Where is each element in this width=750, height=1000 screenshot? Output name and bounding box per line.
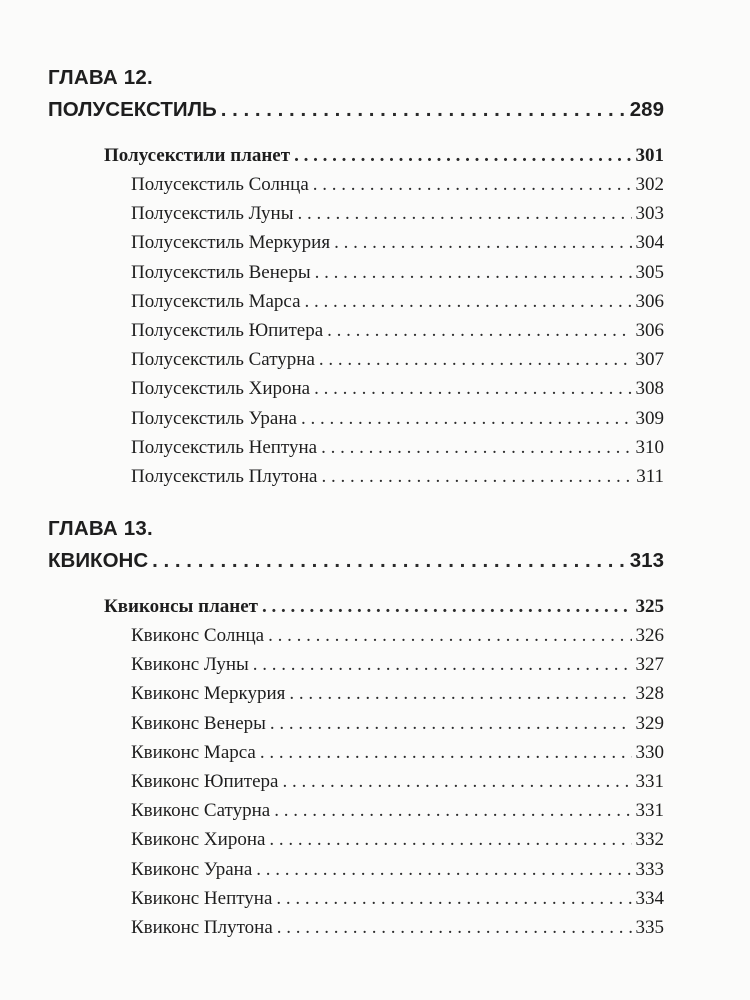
toc-entry [48, 825, 664, 854]
toc-entry [48, 170, 664, 199]
section-title: Полусекстили планет [104, 145, 291, 166]
entry-title: Квиконс Плутона [131, 916, 273, 938]
toc-entry [48, 767, 664, 796]
dot-leader [289, 679, 631, 708]
entry-title: Полусекстиль Луны [131, 203, 294, 225]
dot-leader [221, 93, 626, 127]
entry-title: Полусекстиль Меркурия [131, 232, 331, 254]
dot-leader [319, 345, 632, 374]
dot-leader [301, 404, 632, 433]
dot-leader [277, 913, 632, 942]
entry-page-number: 333 [635, 858, 664, 880]
toc-entry [48, 650, 664, 679]
entry-title: Квиконс Сатурна [131, 800, 271, 822]
toc-entry [48, 316, 664, 345]
entry-title: Квиконс Хирона [131, 829, 266, 851]
entry-page-number: 305 [635, 261, 664, 283]
toc-entry [48, 855, 664, 884]
section [48, 141, 664, 491]
section-page-number: 325 [635, 596, 664, 618]
entry-title: Квиконс Урана [131, 858, 253, 880]
entry-title: Полусекстиль Хирона [131, 378, 311, 400]
section [48, 592, 664, 942]
entry-page-number: 326 [635, 625, 664, 647]
toc-entry [48, 913, 664, 942]
dot-leader [253, 650, 632, 679]
dot-leader [268, 621, 631, 650]
entry-page-number: 329 [635, 712, 664, 734]
entry-title: Квиконс Венеры [131, 712, 266, 734]
chapter-label: ГЛАВА 12. [48, 66, 153, 89]
entry-title: Полусекстиль Плутона [131, 465, 318, 487]
entry-page-number: 306 [635, 319, 664, 341]
section-heading-row [48, 592, 664, 621]
entry-title: Полусекстиль Солнца [131, 174, 309, 195]
table-of-contents [48, 62, 664, 964]
entry-page-number: 328 [635, 683, 664, 705]
toc-entry [48, 404, 664, 433]
entry-page-number: 331 [635, 771, 664, 792]
entry-page-number: 308 [635, 378, 664, 400]
entry-page-number: 311 [636, 465, 664, 487]
dot-leader [260, 738, 632, 767]
toc-entry [48, 462, 664, 491]
entry-page-number: 309 [635, 407, 664, 429]
entry-page-number: 330 [635, 741, 664, 763]
entry-page-number: 306 [635, 290, 664, 312]
chapter-title: ПОЛУСЕКСТИЛЬ [48, 98, 217, 121]
chapter-label: ГЛАВА 13. [48, 517, 153, 541]
section-title: Квиконсы планет [104, 596, 258, 618]
entry-title: Полусекстиль Сатурна [131, 349, 315, 371]
dot-leader [321, 462, 632, 491]
entry-page-number: 331 [635, 800, 664, 822]
entry-title: Квиконс Меркурия [131, 683, 286, 705]
dot-leader [313, 170, 632, 199]
toc-entry [48, 287, 664, 316]
entry-page-number: 327 [635, 654, 664, 676]
toc-entry [48, 884, 664, 913]
toc-entry [48, 621, 664, 650]
dot-leader [270, 709, 632, 738]
dot-leader [262, 592, 632, 621]
toc-entry [48, 345, 664, 374]
dot-leader [334, 228, 631, 257]
toc-entry [48, 433, 664, 462]
dot-leader [321, 433, 631, 462]
chapter-title-row [48, 93, 664, 127]
toc-entry [48, 258, 664, 287]
dot-leader [305, 287, 632, 316]
entry-page-number: 335 [635, 916, 664, 938]
dot-leader [276, 884, 631, 913]
toc-entry [48, 228, 664, 257]
entry-title: Полусекстиль Юпитера [131, 319, 324, 341]
toc-entry [48, 679, 664, 708]
chapter-title-row [48, 544, 664, 578]
entry-page-number: 307 [635, 349, 664, 371]
dot-leader [314, 374, 631, 403]
entry-title: Полусекстиль Нептуна [131, 436, 318, 458]
entry-page-number: 332 [635, 829, 664, 851]
toc-entry [48, 738, 664, 767]
dot-leader [282, 767, 631, 796]
entry-page-number: 304 [635, 232, 664, 254]
toc-entry [48, 796, 664, 825]
entry-title: Квиконс Нептуна [131, 887, 273, 909]
toc-entry [48, 199, 664, 228]
dot-leader [315, 258, 632, 287]
entry-title: Квиконс Луны [131, 654, 249, 676]
section-heading-row [48, 141, 664, 170]
entry-title: Квиконс Солнца [131, 625, 265, 647]
chapter-page-number: 289 [629, 98, 664, 121]
toc-entry [48, 709, 664, 738]
dot-leader [294, 141, 631, 170]
dot-leader [274, 796, 631, 825]
dot-leader [269, 825, 631, 854]
entry-page-number: 310 [635, 436, 664, 458]
dot-leader [297, 199, 631, 228]
chapter-13 [48, 513, 664, 942]
entry-title: Полусекстиль Венеры [131, 261, 311, 283]
entry-title: Квиконс Юпитера [131, 771, 279, 792]
dot-leader [152, 544, 626, 578]
entry-page-number: 303 [635, 203, 664, 225]
chapter-12 [48, 62, 664, 491]
chapter-title: КВИКОНС [48, 549, 149, 573]
entry-title: Квиконс Марса [131, 741, 256, 763]
entry-title: Полусекстиль Марса [131, 290, 301, 312]
section-page-number: 301 [635, 145, 664, 166]
entry-page-number: 334 [635, 887, 664, 909]
toc-entry [48, 374, 664, 403]
dot-leader [256, 855, 631, 884]
chapter-page-number: 313 [629, 549, 664, 573]
dot-leader [327, 316, 631, 345]
entry-title: Полусекстиль Урана [131, 407, 297, 429]
entry-page-number: 302 [635, 174, 664, 195]
